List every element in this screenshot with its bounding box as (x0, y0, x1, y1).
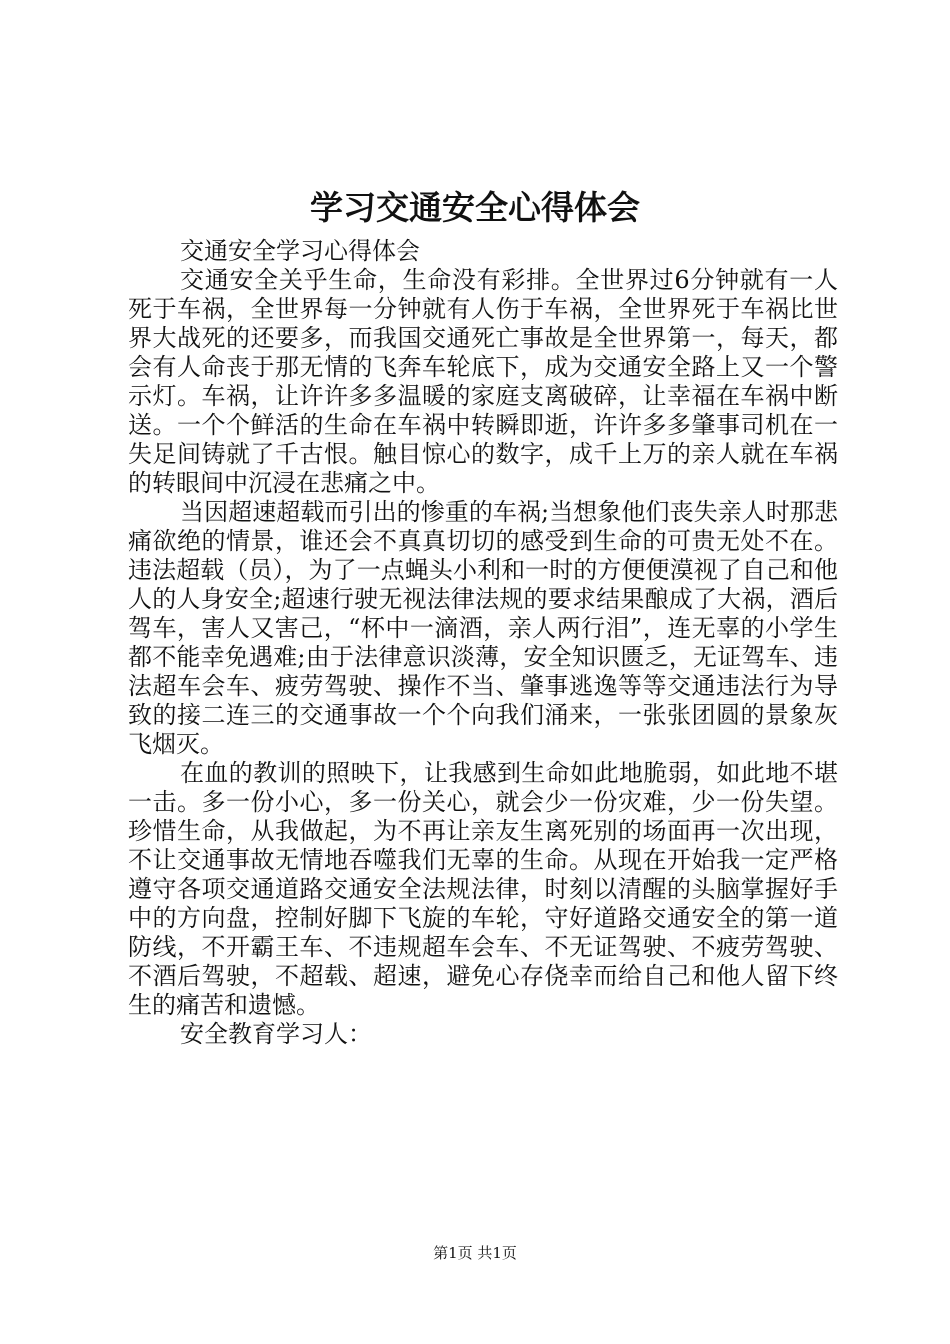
body-paragraph-3: 在血的教训的照映下，让我感到生命如此地脆弱，如此地不堪一击。多一份小心，多一份关心，就会少一份灾难，少一份失望。珍惜生命，从我做起，为不再让亲友生离死别的场面再一次出现，不让交通事故无情地吞噬我们无辜的生命。从现在开始我一定严格遵守各项交通道路交通安全法规法律，时刻以清醒的头脑掌握好手中的方向盘，控制好脚下飞旋的车轮，守好道路交通安全的第一道防线，不开霸王车、不违规超车会车、不无证驾驶、不疲劳驾驶、不酒后驾驶，不超载、超速，避免心存侥幸而给自己和他人留下终生的痛苦和遗憾。 (128, 759, 838, 1019)
document-body (128, 237, 838, 1049)
body-paragraph-1: 交通安全关乎生命，生命没有彩排。全世界过6分钟就有一人死于车祸，全世界每一分钟就有人伤于车祸，全世界死于车祸比世界大战死的还要多，而我国交通死亡事故是全世界第一，每天，都会有人命丧于那无情的飞奔车轮底下，成为交通安全路上又一个警示灯。车祸，让许许多多温暖的家庭支离破碎，让幸福在车祸中断送。一个个鲜活的生命在车祸中转瞬即逝，许许多多肇事司机在一失足间铸就了千古恨。触目惊心的数字，成千上万的亲人就在车祸的转眼间中沉浸在悲痛之中。 (128, 266, 838, 497)
subtitle-paragraph: 交通安全学习心得体会 (180, 237, 420, 265)
signature-line: 安全教育学习人： (180, 1020, 372, 1048)
page-number-footer: 第1页 共1页 (433, 1244, 517, 1262)
document-title: 学习交通安全心得体会 (310, 188, 640, 227)
body-paragraph-2: 当因超速超载而引出的惨重的车祸;当想象他们丧失亲人时那悲痛欲绝的情景，谁还会不真真切切的感受到生命的可贵无处不在。违法超载（员），为了一点蝇头小利和一时的方便便漠视了自己和他人的人身安全;超速行驶无视法律法规的要求结果酿成了大祸，酒后驾车，害人又害己，“杯中一滴酒，亲人两行泪”，连无辜的小学生都不能幸免遇难;由于法律意识淡薄，安全知识匮乏，无证驾车、违法超车会车、疲劳驾驶、操作不当、肇事逃逸等等交通违法行为导致的接二连三的交通事故一个个向我们涌来，一张张团圆的景象灰飞烟灭。 (128, 498, 838, 758)
